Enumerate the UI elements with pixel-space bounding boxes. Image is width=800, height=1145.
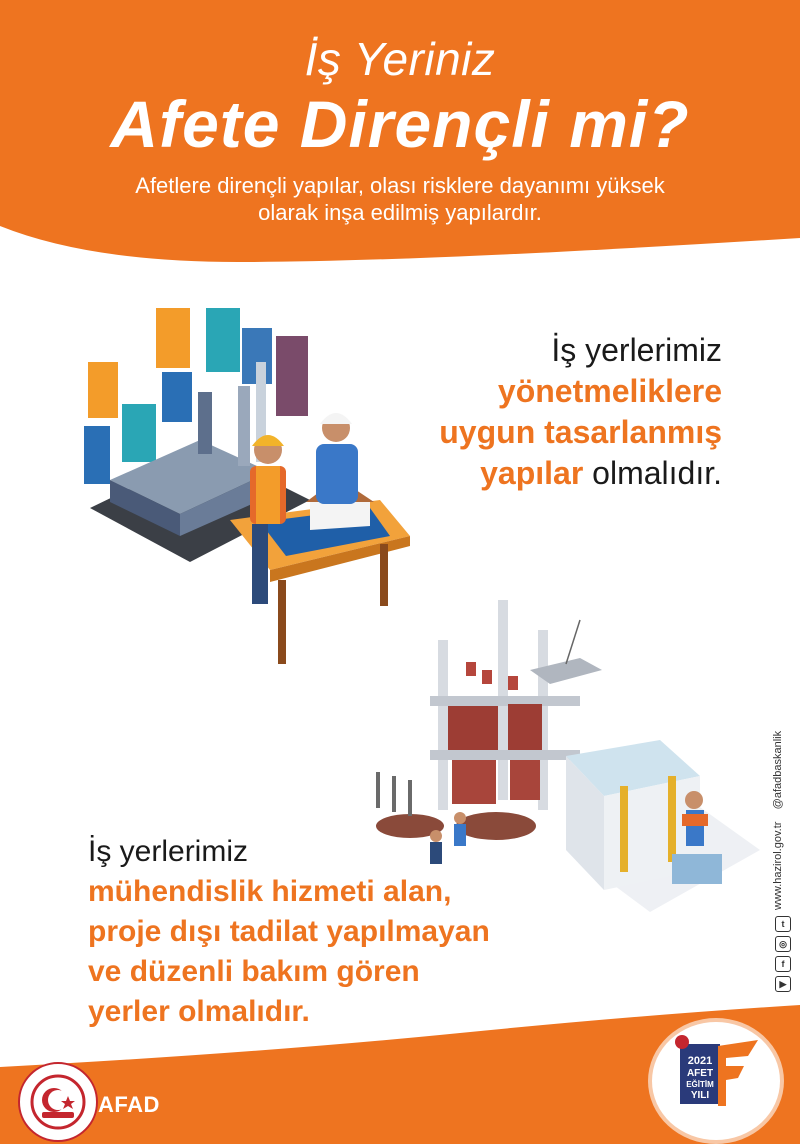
social-links-text [772, 730, 794, 910]
twitter-icon[interactable]: t [775, 916, 791, 932]
section1-highlight-3: yapılar [480, 455, 584, 491]
badge-line2-text: AFET [686, 1068, 714, 1079]
afad-emblem-logo [18, 1062, 98, 1142]
crescent-star-icon [20, 1064, 96, 1140]
header-subtitle [0, 172, 800, 226]
workers-planning-illustration [80, 300, 420, 670]
instagram-icon[interactable]: ◎ [775, 936, 791, 952]
badge-year-text: 2021 [687, 1055, 713, 1067]
section2-intro: İş yerlerimiz [88, 835, 249, 868]
section1-intro: İş yerlerimiz [551, 332, 722, 368]
header-title-line2: Afete Dirençli mi? [110, 87, 690, 161]
afad-wordmark: AFAD [98, 1092, 160, 1117]
section2-highlight-1: mühendislik hizmeti alan, [88, 875, 452, 908]
youtube-icon[interactable]: ▶ [775, 976, 791, 992]
disaster-education-year-badge [652, 1022, 780, 1140]
social-icons [775, 916, 791, 996]
header-subtitle-line2: olarak inşa edilmiş yapılardır. [258, 200, 542, 225]
section2-highlight-2: proje dışı tadilat yapılmayan [88, 915, 490, 948]
section1-highlight-1: yönetmeliklere [497, 373, 722, 409]
section1-text [439, 330, 722, 494]
section2-highlight-4: yerler olmalıdır. [88, 995, 310, 1028]
section2-text [88, 832, 490, 1032]
header-subtitle-line1: Afetlere dirençli yapılar, olası risklere dayanımı yüksek [135, 173, 665, 198]
facebook-icon[interactable]: f [775, 956, 791, 972]
website-link[interactable]: www.hazirol.gov.tr [772, 821, 784, 910]
section1-highlight-2: uygun tasarlanmış [439, 414, 722, 450]
social-handle[interactable]: @afadbaskanlik [772, 730, 784, 810]
header-title-line1: İş Yeriniz [304, 33, 496, 85]
header-banner [0, 0, 800, 270]
badge-line3-text: EĞİTİM [686, 1080, 714, 1089]
section2-highlight-3: ve düzenli bakım gören [88, 955, 420, 988]
badge-line4-text: YILI [690, 1090, 710, 1101]
education-year-2021-icon [652, 1022, 780, 1140]
section1-suffix: olmalıdır. [583, 455, 722, 491]
social-sidebar [772, 730, 794, 1010]
